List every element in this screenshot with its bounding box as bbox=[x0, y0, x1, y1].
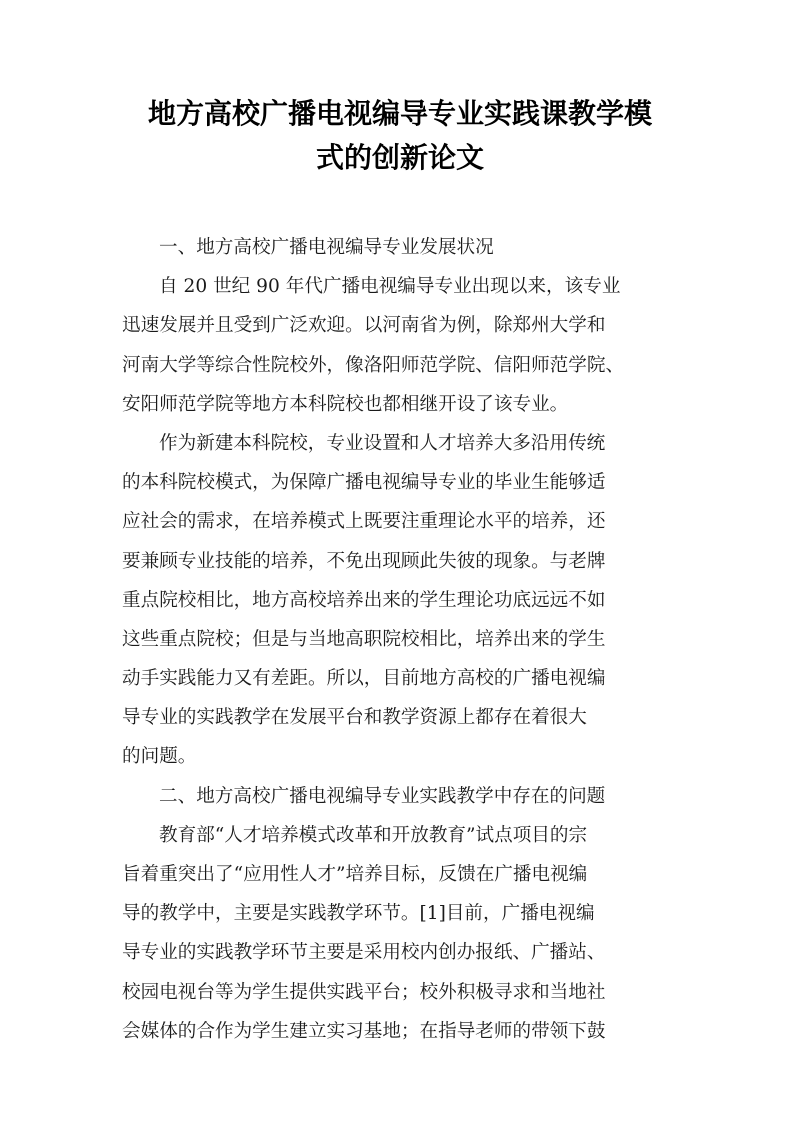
text-line: 应社会的需求，在培养模式上既要注重理论水平的培养，还 bbox=[122, 511, 606, 533]
text-line: 重点院校相比，地方高校培养出来的学生理论功底远远不如 bbox=[122, 589, 606, 611]
text-line: 会媒体的合作为学生建立实习基地；在指导老师的带领下鼓 bbox=[122, 1020, 606, 1042]
title-line-1: 地方高校广播电视编导专业实践课教学模 bbox=[147, 97, 652, 130]
text-line: 作为新建本科院校，专业设置和人才培养大多沿用传统 bbox=[159, 432, 606, 454]
text-line: 自 20 世纪 90 年代广播电视编导专业出现以来，该专业 bbox=[159, 276, 621, 298]
text-line: 校园电视台等为学生提供实践平台；校外积极寻求和当地社 bbox=[122, 981, 606, 1003]
text-line: 一、地方高校广播电视编导专业发展状况 bbox=[159, 237, 494, 258]
text-line: 动手实践能力又有差距。所以，目前地方高校的广播电视编 bbox=[122, 668, 606, 690]
text-line: 河南大学等综合性院校外，像洛阳师范学院、信阳师范学院、 bbox=[122, 354, 625, 376]
text-line: 要兼顾专业技能的培养，不免出现顾此失彼的现象。与老牌 bbox=[122, 550, 606, 572]
text-line: 的本科院校模式，为保障广播电视编导专业的毕业生能够适 bbox=[122, 472, 606, 494]
document-body bbox=[122, 228, 684, 1051]
text-line: 教育部“人才培养模式改革和开放教育”试点项目的宗 bbox=[159, 824, 588, 846]
text-line: 二、地方高校广播电视编导专业实践教学中存在的问题 bbox=[159, 785, 606, 807]
text-line: 迅速发展并且受到广泛欢迎。以河南省为例，除郑州大学和 bbox=[122, 315, 606, 337]
text-line: 的问题。 bbox=[122, 746, 197, 768]
title-line-2: 式的创新论文 bbox=[315, 141, 484, 174]
text-line: 这些重点院校；但是与当地高职院校相比，培养出来的学生 bbox=[122, 628, 606, 650]
text-line: 安阳师范学院等地方本科院校也都相继开设了该专业。 bbox=[122, 393, 569, 415]
document-title bbox=[100, 92, 700, 180]
text-line: 导专业的实践教学在发展平台和教学资源上都存在着很大 bbox=[122, 707, 587, 729]
text-line: 旨着重突出了“应用性人才”培养目标，反馈在广播电视编 bbox=[122, 864, 588, 885]
text-line: 导的教学中，主要是实践教学环节。[1]目前，广播电视编 bbox=[122, 903, 595, 925]
text-line: 导专业的实践教学环节主要是采用校内创办报纸、广播站、 bbox=[122, 942, 606, 964]
